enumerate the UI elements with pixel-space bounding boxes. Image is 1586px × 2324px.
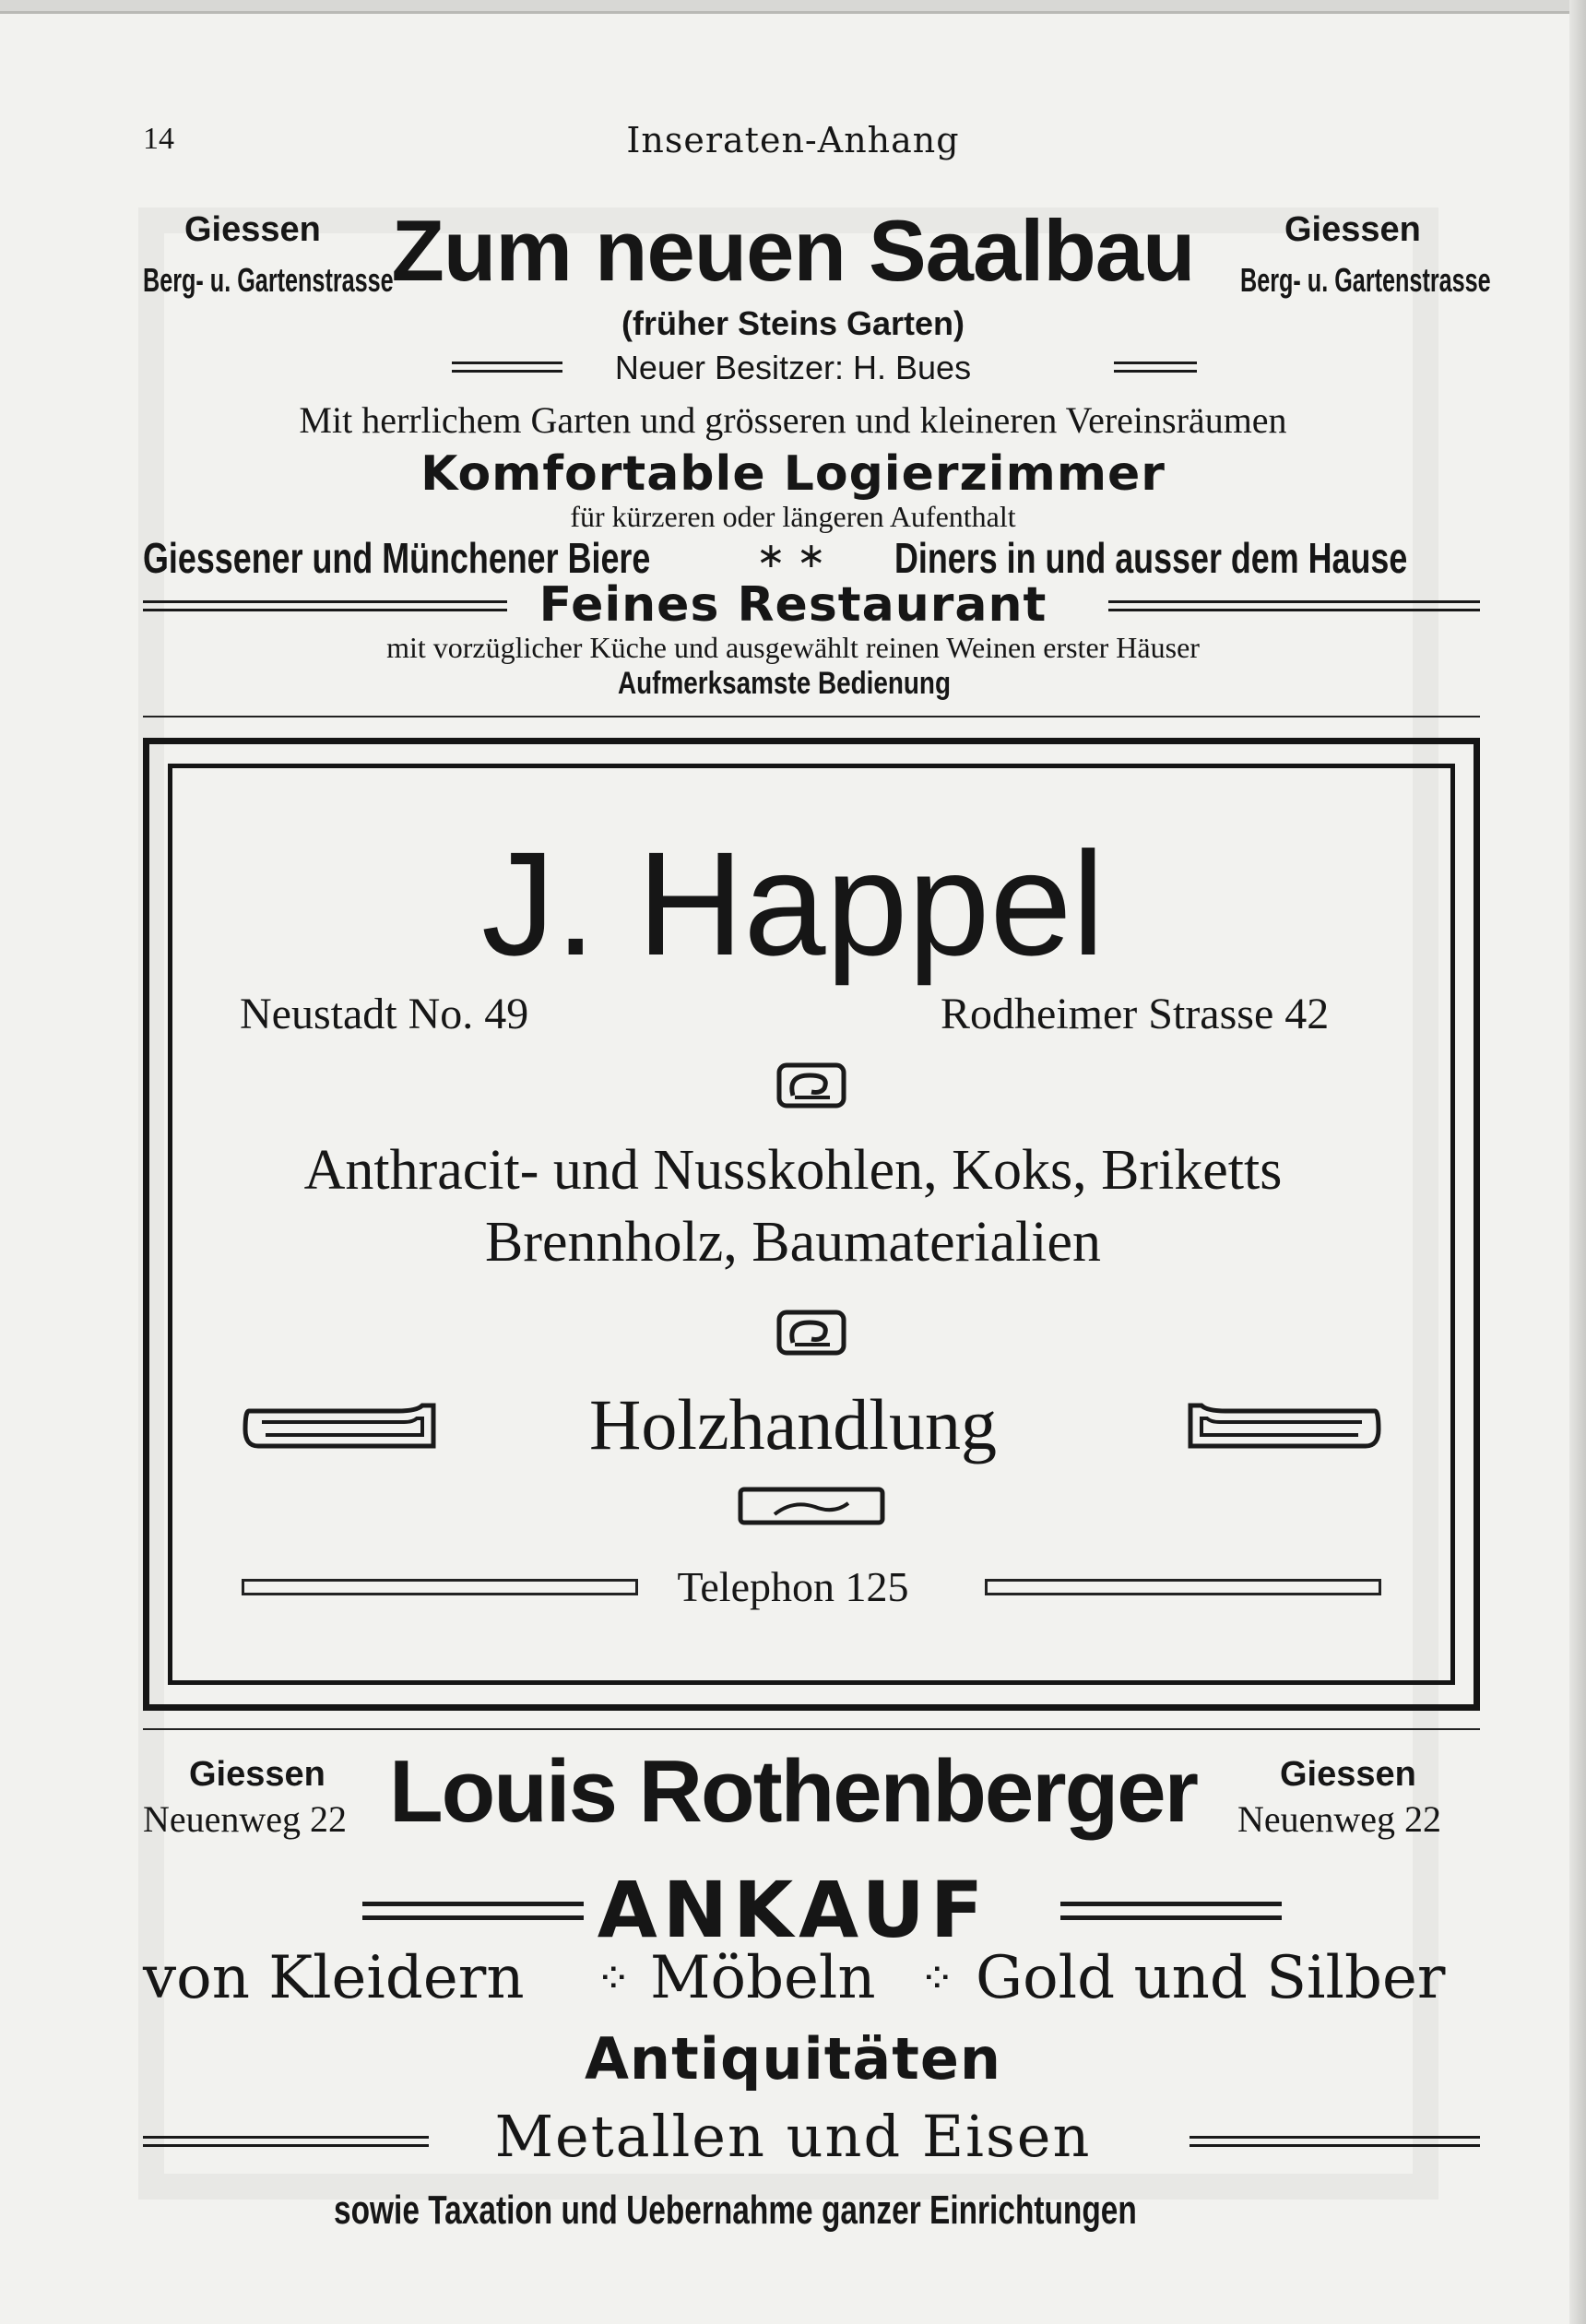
rothenberger-separator-1: ⁘ bbox=[596, 1953, 632, 2003]
owner-rule-right bbox=[1114, 362, 1197, 373]
ornament-bracket-right-icon bbox=[1183, 1402, 1382, 1452]
happel-address-right: Rodheimer Strasse 42 bbox=[941, 990, 1330, 1038]
rothenberger-left-street: Neuenweg 22 bbox=[143, 1798, 348, 1840]
ankauf-rule-right bbox=[1060, 1902, 1282, 1920]
rothenberger-item-1: von Kleidern bbox=[143, 1944, 525, 2012]
ornament-scroll-small-icon bbox=[738, 1487, 885, 1525]
saalbau-left-street: Berg- u. Gartenstrasse bbox=[143, 261, 394, 299]
rothenberger-right-city: Giessen bbox=[1280, 1755, 1416, 1794]
rothenberger-name: Louis Rothenberger bbox=[388, 1742, 1198, 1841]
rothenberger-metals: Metallen und Eisen bbox=[494, 2103, 1092, 2170]
rothenberger-left-city: Giessen bbox=[189, 1755, 325, 1794]
rothenberger-purchase-heading: ANKAUF bbox=[597, 1865, 989, 1955]
happel-goods-line2: Brennholz, Baumaterialien bbox=[485, 1211, 1101, 1274]
saalbau-diners-line: Diners in und ausser dem Hause bbox=[894, 534, 1408, 582]
happel-name: J. Happel bbox=[481, 821, 1105, 986]
rothenberger-right-street: Neuenweg 22 bbox=[1237, 1798, 1442, 1840]
running-title: Inseraten-Anhang bbox=[626, 120, 960, 160]
ornament-scroll-icon bbox=[776, 1310, 846, 1356]
restaurant-rule-right bbox=[1108, 600, 1480, 611]
happel-telephone: Telephon 125 bbox=[677, 1563, 909, 1610]
saalbau-bottom-rule bbox=[143, 716, 1480, 717]
saalbau-kitchen-line: mit vorzüglicher Küche und ausgewählt reinen Weinen erster Häuser bbox=[386, 631, 1200, 664]
saalbau-restaurant-heading: Feines Restaurant bbox=[539, 577, 1047, 633]
happel-address-left: Neustadt No. 49 bbox=[240, 990, 529, 1038]
page-number: 14 bbox=[143, 122, 174, 156]
saalbau-beer-line: Giessener und Münchener Biere bbox=[143, 534, 651, 582]
saalbau-garden-line: Mit herrlichem Garten und grösseren und kleineren Vereinsräumen bbox=[299, 399, 1287, 441]
page-top-edge bbox=[0, 0, 1586, 14]
saalbau-owner: Neuer Besitzer: H. Bues bbox=[614, 349, 972, 386]
saalbau-right-city: Giessen bbox=[1284, 210, 1421, 249]
rothenberger-separator-2: ⁘ bbox=[919, 1953, 955, 2003]
saalbau-title: Zum neuen Saalbau bbox=[391, 202, 1195, 299]
telephon-bar-right bbox=[985, 1579, 1381, 1595]
happel-goods-line1: Anthracit- und Nusskohlen, Koks, Briketts bbox=[303, 1139, 1283, 1202]
happel-business: Holzhandlung bbox=[589, 1384, 997, 1464]
saalbau-former-name: (früher Steins Garten) bbox=[621, 304, 965, 342]
rothenberger-top-rule bbox=[143, 1728, 1480, 1730]
rothenberger-item-2: Möbeln bbox=[650, 1944, 876, 2012]
saalbau-left-city: Giessen bbox=[184, 210, 321, 249]
rothenberger-services: sowie Taxation und Uebernahme ganzer Einrichtungen bbox=[334, 2188, 1137, 2233]
ornament-scroll-icon bbox=[776, 1062, 846, 1109]
rothenberger-item-3: Gold und Silber bbox=[976, 1944, 1446, 2012]
metals-rule-right bbox=[1190, 2136, 1480, 2147]
saalbau-service-line: Aufmerksamste Bedienung bbox=[618, 666, 951, 701]
saalbau-star-separator: ∗ ∗ bbox=[756, 535, 826, 575]
rothenberger-antiques: Antiquitäten bbox=[584, 2025, 1002, 2093]
saalbau-right-street: Berg- u. Gartenstrasse bbox=[1240, 261, 1491, 299]
saalbau-rooms-sub: für kürzeren oder längeren Aufenthalt bbox=[570, 500, 1016, 533]
saalbau-rooms-heading: Komfortable Logierzimmer bbox=[420, 446, 1166, 502]
